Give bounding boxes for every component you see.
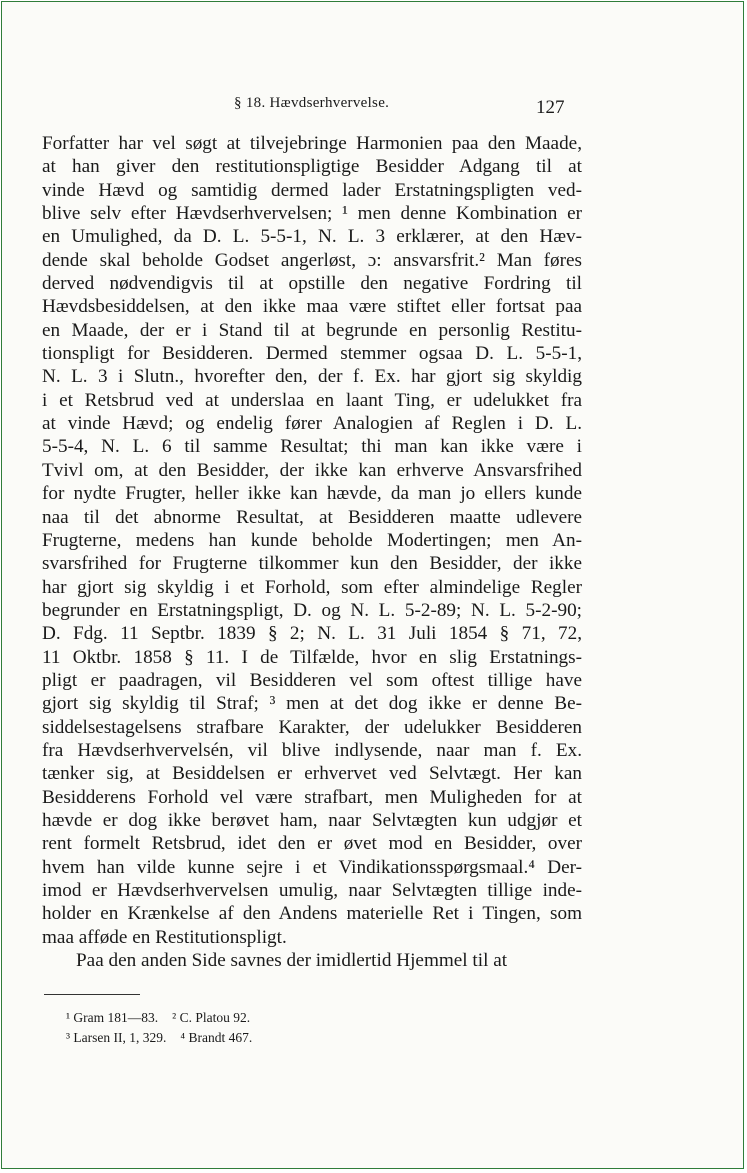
text-line: Tvivl om, at den Besidder, der ikke kan erhverve Ansvarsfrihed: [42, 459, 582, 481]
text-line: fra Hævdserhvervelsén, vil blive indlysende, naar man f. Ex.: [42, 739, 582, 761]
text-line: naa til det abnorme Resultat, at Besidderen maatte udlevere: [42, 506, 582, 528]
page-number: 127: [536, 97, 565, 118]
text-line: gjort sig skyldig til Straf; ³ men at det dog ikke er denne Be-: [42, 693, 582, 715]
text-line: hvem han vilde kunne sejre i et Vindikationsspørgsmaal.⁴ Der-: [42, 856, 582, 878]
text-line: at han giver den restitutionspligtige Besidder Adgang til at: [42, 156, 582, 178]
footnote: ³ Larsen II, 1, 329.: [66, 1030, 167, 1045]
text-line: blive selv efter Hævdserhvervelsen; ¹ men denne Kombination er: [42, 203, 582, 225]
text-line: holder en Krænkelse af den Andens materielle Ret i Tingen, som: [42, 903, 582, 925]
footnote: ⁴ Brandt 467.: [180, 1030, 253, 1045]
text-line: svarsfrihed for Frugterne tilkommer kun den Besidder, der ikke: [42, 553, 582, 575]
text-line: en Maade, der er i Stand til at begrunde en personlig Restitu-: [42, 319, 582, 341]
text-line: N. L. 3 i Slutn., hvorefter den, der f. Ex. har gjort sig skyldig: [42, 366, 582, 388]
text-line: Forfatter har vel søgt at tilvejebringe Harmonien paa den Maade,: [42, 133, 582, 154]
text-line: D. Fdg. 11 Septbr. 1839 § 2; N. L. 31 Juli 1854 § 71, 72,: [42, 623, 582, 645]
text-line: Besidderens Forhold vel være strafbart, men Muligheden for at: [42, 786, 582, 808]
text-line: vinde Hævd og samtidig dermed lader Erstatningspligten ved-: [42, 179, 582, 201]
text-line: maa afføde en Restitutionspligt.: [42, 926, 287, 948]
footnotes: [66, 1008, 266, 1048]
text-line: for nydte Frugter, heller ikke kan hævde, da man jo ellers kunde: [42, 483, 582, 505]
footnote-row: [66, 1008, 266, 1028]
text-line: 11 Oktbr. 1858 § 11. I de Tilfælde, hvor en slig Erstatnings-: [42, 646, 582, 668]
text-line: rent formelt Retsbrud, idet den er øvet mod en Besidder, over: [42, 833, 582, 855]
text-line: hævde er dog ikke berøvet ham, naar Selvtægten kun udgjør et: [42, 809, 582, 831]
text-line: i et Retsbrud ved at underslaa en laant Ting, er udelukket fra: [42, 389, 582, 411]
text-line: Hævdsbesiddelsen, at den ikke maa være stiftet eller fortsat paa: [42, 296, 582, 318]
text-line: Frugterne, medens han kunde beholde Modertingen; men An-: [42, 529, 582, 551]
book-page: [1, 1, 744, 1169]
text-line: har gjort sig skyldig i et Forhold, som efter almindelige Regler: [42, 576, 582, 598]
footnote: ¹ Gram 181—83.: [66, 1010, 159, 1025]
text-line: Paa den anden Side savnes der imidlertid Hjemmel til at: [76, 950, 508, 972]
text-line: at vinde Hævd; og endelig fører Analogien af Reglen i D. L.: [42, 413, 582, 435]
running-header: [2, 95, 743, 125]
footnote: ² C. Platou 92.: [172, 1010, 251, 1025]
body-text: [42, 132, 582, 972]
footnote-divider: [44, 994, 140, 995]
text-line: tænker sig, at Besiddelsen er erhvervet ved Selvtægt. Her kan: [42, 763, 582, 785]
text-line: imod er Hævdserhvervelsen umulig, naar Selvtægten tillige inde-: [42, 880, 582, 901]
text-line: begrunder en Erstatningspligt, D. og N. L. 5-2-89; N. L. 5-2-90;: [42, 599, 582, 621]
text-line: dende skal beholde Godset angerløst, ɔ: ansvarsfrit.² Man føres: [42, 249, 582, 271]
text-line: siddelsestagelsens strafbare Karakter, der udelukker Besidderen: [42, 716, 582, 738]
text-line: 5-5-4, N. L. 6 til samme Resultat; thi man kan ikke være i: [42, 436, 582, 458]
header-title: § 18. Hævdserhvervelse.: [234, 95, 390, 111]
text-line: derved nødvendigvis til at opstille den negative Fordring til: [42, 273, 582, 295]
text-line: pligt er paadragen, vil Besidderen vel som oftest tillige have: [42, 669, 582, 691]
footnote-row: [66, 1028, 266, 1048]
text-line: tionspligt for Besidderen. Dermed stemmer ogsaa D. L. 5-5-1,: [42, 343, 582, 365]
text-line: en Umulighed, da D. L. 5-5-1, N. L. 3 erklærer, at den Hæv-: [42, 226, 582, 248]
